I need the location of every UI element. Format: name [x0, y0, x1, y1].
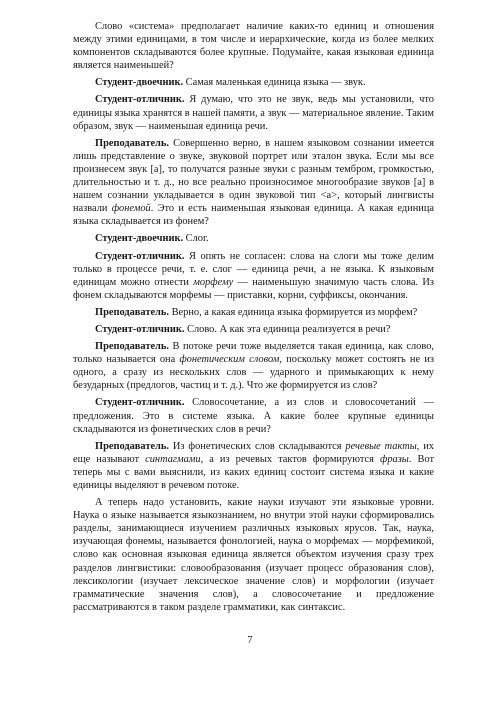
speaker-label: Студент-отличник.: [95, 94, 185, 106]
speaker-label: Студент-отличник.: [95, 323, 185, 335]
term-italic: фонемой: [111, 203, 151, 215]
text-run: Я опять не согласен: слова на слоги мы тоже делим только в процессе речи, т. е. слог — единица речи, а не языка. К языковым единицам можно отнести: [73, 250, 434, 288]
speaker-label: Преподаватель.: [95, 306, 169, 318]
speaker-label: Студент-отличник.: [95, 397, 185, 409]
paragraph: [73, 93, 434, 132]
paragraph: [73, 396, 434, 435]
text-run: Словосочетание, а из слов и словосочетаний — предложения. Это в системе языка. А какие более крупные единицы складываются из фонетических слов в речи?: [73, 397, 434, 435]
speaker-label: Преподаватель.: [95, 440, 169, 452]
text-run: . Вот теперь мы с вами выяснили, из каких единиц состоит система языка и какие единицы выделяют в речевом потоке.: [73, 453, 434, 491]
text-run: Слог.: [183, 233, 209, 245]
speaker-label: Преподаватель.: [95, 341, 169, 353]
text-run: . Это и есть наименьшая языковая единица. А какая единица языка складывается из фонем?: [73, 203, 434, 228]
text-run: Верно, а какая единица языка формируется из морфем?: [168, 306, 418, 318]
text-run: Я думаю, что это не звук, ведь мы установили, что единицы языка хранятся в нашей памяти, а звук — материальное явление. Таким образом, звук — наименьшая единица речи.: [73, 94, 434, 132]
paragraph: [73, 250, 434, 302]
paragraph: [73, 137, 434, 229]
text-run: Совершенно верно, в нашем языковом сознании имеется лишь представление о звуке, звуковой портрет или эталон звука. Если мы все произнесем звук [а], то получатся разные звуки с разным тембром, громкостью, длительностью и т. д., но все реально произносимое многообразие звуков [а] в нашем сознании укладывается в один звуковой тип <а>, который лингвисты назвали: [73, 137, 434, 215]
text-run: Слово. А как эта единица реализуется в речи?: [184, 323, 391, 335]
paragraph: [73, 340, 434, 392]
term-italic: фонетическим словом: [179, 354, 280, 366]
term-italic: речевые такты: [345, 440, 417, 452]
term-italic: морфему: [193, 276, 234, 288]
paragraph: [73, 440, 434, 492]
text-run: Слово «система» предполагает наличие каких-то единиц и отношения между этими единицами, в том числе и иерархические, когда из более мелких компонентов складываются более крупные. Подумайте, какая языковая единица является наименьшей?: [73, 21, 434, 72]
paragraph: [73, 323, 434, 336]
paragraph: [73, 76, 434, 89]
paragraph: [73, 20, 434, 72]
term-italic: синтагмами: [145, 453, 201, 465]
paragraph: [73, 306, 434, 319]
text-run: — наименьшую значимую часть слова. Из фонем складываются морфемы — приставки, корни, суффиксы, окончания.: [73, 276, 434, 301]
speaker-label: Студент-двоечник.: [95, 77, 184, 89]
speaker-label: Преподаватель.: [95, 137, 169, 149]
page-number: 7: [247, 635, 253, 646]
text-body: [73, 20, 434, 614]
speaker-label: Студент-отличник.: [95, 250, 185, 262]
text-run: , поскольку может состоять не из одного, а сразу из нескольких слов — ударного и примыкающих к нему безударных (предлогов, частиц и т. д.). Что же формируется из слов?: [73, 354, 434, 392]
text-run: Самая маленькая единица языка — звук.: [183, 77, 366, 89]
paragraph: [73, 232, 434, 245]
text-run: , а из речевых тактов формируются: [200, 453, 380, 465]
text-run: В потоке речи тоже выделяется такая единица, как слово, только называется она: [73, 341, 434, 366]
paragraph: [73, 496, 434, 614]
speaker-label: Студент-двоечник.: [95, 233, 184, 245]
term-italic: фразы: [379, 453, 409, 465]
text-run: А теперь надо установить, какие науки изучают эти языковые уровни. Наука о языке называется языкознанием, но внутри этой науки сформировались разделы, занимающиеся изучением различных языковых ярусов. Так, наука, изучающая фонемы, называется фонологией, наука о морфемах — морфемикой, слово как основная языковая единица является объектом изучения сразу трех разделов лингвистики: словообразования (изучает процесс образования слов), лексикологии (изучает лексическое значение слов) и морфологии (изучает грамматические значения слов), а словосочетание и предложение рассматриваются в таком разделе грамматики, как синтаксис.: [73, 497, 434, 613]
text-run: Из фонетических слов складываются: [168, 440, 346, 452]
text-run: , их еще называют: [73, 440, 434, 465]
